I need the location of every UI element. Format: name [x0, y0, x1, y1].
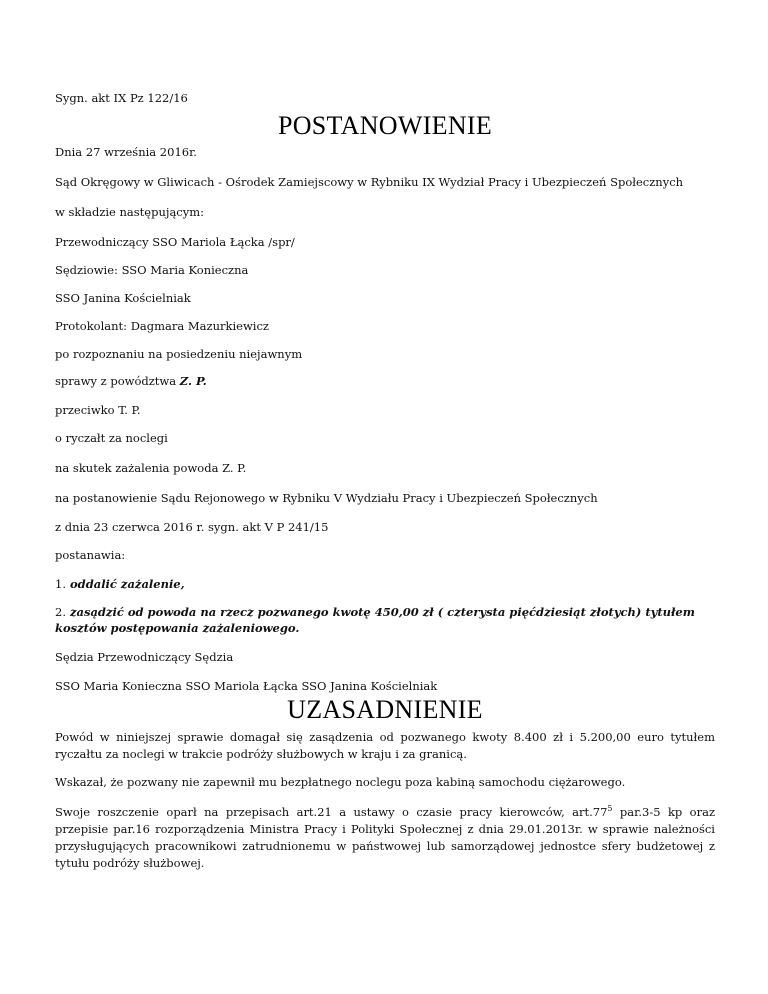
justification-title: UZASADNIENIE — [287, 695, 483, 724]
ruling-item-1-text: oddalić zażalenie, — [69, 577, 185, 591]
justification-paragraph-2: Wskazał, że pozwany nie zapewnił mu bezpłatnego noclegu poza kabiną samochodu ciężarowego. — [55, 775, 626, 789]
signers-header: Sędzia Przewodniczący Sędzia — [55, 650, 234, 664]
signers-names: SSO Maria Konieczna SSO Mariola Łącka SSO Janina Kościelniak — [55, 679, 438, 693]
paragraph-3-start: Swoje roszczenie oparł na przepisach art.21 a ustawy o czasie pracy kierowców, art.77 — [55, 805, 608, 819]
ruling-item-2-number: 2. — [55, 605, 66, 619]
judge2-line: SSO Janina Kościelniak — [55, 291, 191, 305]
justification-paragraph-3 — [55, 804, 715, 872]
decision-of-line: na postanowienie Sądu Rejonowego w Rybniku V Wydziału Pracy i Ubezpieczeń Społecznych — [55, 491, 598, 505]
subject-line: o ryczałt za noclegi — [55, 431, 168, 445]
article-superscript: 5 — [607, 804, 613, 814]
ruling-item-2 — [55, 604, 695, 621]
court-line: Sąd Okręgowy w Gliwicach - Ośrodek Zamiejscowy w Rybniku IX Wydział Pracy i Ubezpieczeń Społecznych — [55, 175, 684, 189]
decision-date-line: z dnia 23 czerwca 2016 r. sygn. akt V P 241/15 — [55, 520, 329, 534]
hearing-line: po rozpoznaniu na posiedzeniu niejawnym — [55, 347, 303, 361]
ruling-item-1 — [55, 576, 185, 593]
paragraph-3-rest: par.3-5 kp oraz przepisie par.16 rozporządzenia Ministra Pracy i Polityki Społecznej z dnia 29.01.2013r. w sprawie należności przysługujących pracownikowi zatrudnionemu w państwowej lub samorządowej jednostce sfery budżetowej z tytułu podróży służbowej. — [55, 805, 716, 870]
document-title: POSTANOWIENIE — [277, 111, 493, 140]
composition-label: w składzie następującym: — [55, 205, 205, 219]
case-signature: Sygn. akt IX Pz 122/16 — [55, 91, 188, 105]
against-line: przeciwko T. P. — [55, 403, 141, 417]
date-line: Dnia 27 września 2016r. — [55, 145, 197, 159]
justification-paragraph-1: Powód w niniejszej sprawie domagał się zasądzenia od pozwanego kwoty 8.400 zł i 5.200,00 euro tytułem ryczałtu za noclegi w trakcie podróży służbowych w kraju i za granicą. — [55, 730, 715, 761]
plaintiff-name: Z. P. — [179, 374, 207, 388]
case-line — [55, 373, 207, 390]
clerk-line: Protokolant: Dagmara Mazurkiewicz — [55, 319, 269, 333]
ruling-item-1-number: 1. — [55, 577, 66, 591]
appeal-line: na skutek zażalenia powoda Z. P. — [55, 461, 247, 475]
ruling-item-2-continuation: kosztów postępowania zażaleniowego. — [55, 621, 300, 635]
decides-line: postanawia: — [55, 548, 126, 562]
ruling-item-2-text: zasądzić od powoda na rzecz pozwanego kwotę 450,00 zł ( czterysta pięćdziesiąt złotych) tytułem — [69, 605, 695, 619]
chairman-line: Przewodniczący SSO Mariola Łącka /spr/ — [55, 235, 295, 249]
case-prefix: sprawy z powództwa — [55, 374, 180, 388]
judges-line: Sędziowie: SSO Maria Konieczna — [55, 263, 249, 277]
